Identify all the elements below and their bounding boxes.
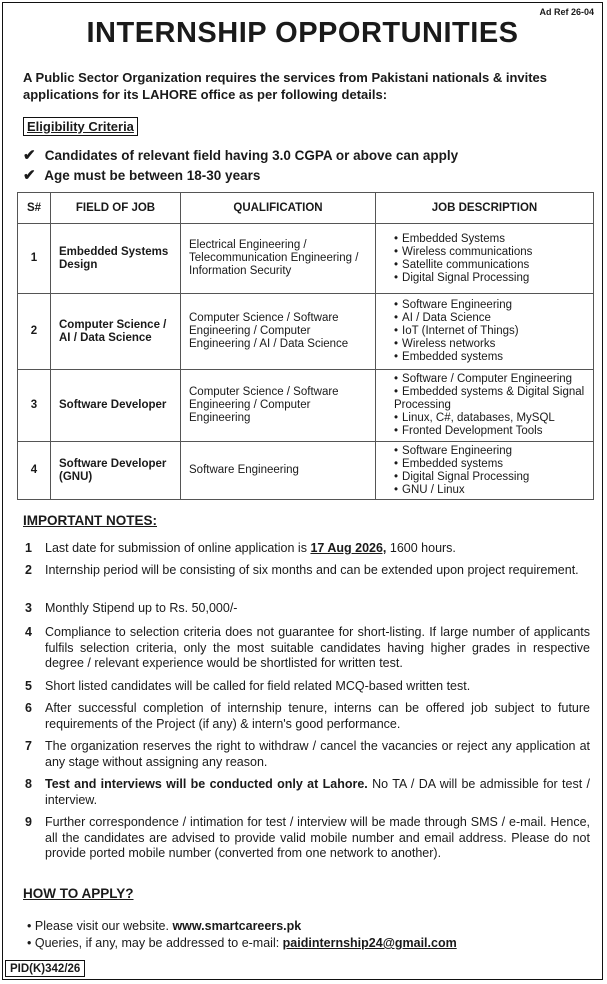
description-item: • Wireless networks	[394, 338, 592, 351]
note-number: 2	[25, 563, 32, 577]
description-item: • Satellite communications	[394, 259, 592, 272]
note-deadline: 17 Aug 2026,	[310, 541, 387, 555]
description-item: • IoT (Internet of Things)	[394, 325, 592, 338]
note-text: Monthly Stipend up to Rs. 50,000/-	[45, 601, 238, 615]
email-link[interactable]: paidinternship24@gmail.com	[282, 936, 457, 950]
row-field: Software Developer (GNU)	[51, 442, 181, 500]
row-field: Software Developer	[51, 370, 181, 442]
description-item: • Digital Signal Processing	[394, 272, 592, 285]
apply-heading: HOW TO APPLY?	[23, 886, 134, 901]
apply-text: Please visit our website.	[34, 919, 173, 933]
row-qualification: Electrical Engineering / Telecommunication Engineering / Information Security	[181, 224, 376, 294]
notes-heading: IMPORTANT NOTES:	[23, 513, 157, 528]
note-item	[25, 777, 590, 808]
note-text: The organization reserves the right to withdraw / cancel the vacancies or reject any application at any stage without assigning any reason.	[45, 739, 590, 769]
row-description	[376, 294, 594, 370]
note-item	[25, 541, 590, 557]
table-row	[18, 224, 594, 294]
note-number: 9	[25, 815, 32, 829]
header-description: JOB DESCRIPTION	[376, 193, 594, 224]
eligibility-heading: Eligibility Criteria	[23, 117, 138, 136]
table-header-row	[18, 193, 594, 224]
header-qualification: QUALIFICATION	[181, 193, 376, 224]
description-item: • Wireless communications	[394, 246, 592, 259]
note-item	[25, 739, 590, 770]
description-item: • Fronted Development Tools	[394, 425, 592, 438]
row-qualification: Computer Science / Software Engineering / Computer Engineering	[181, 370, 376, 442]
table-row	[18, 442, 594, 500]
description-item: • Embedded systems & Digital Signal Processing	[394, 386, 592, 412]
description-item: • GNU / Linux	[394, 484, 592, 497]
checkmark-icon: ✔	[23, 147, 36, 164]
description-item: • Digital Signal Processing	[394, 471, 592, 484]
row-field: Embedded Systems Design	[51, 224, 181, 294]
page-title: INTERNSHIP OPPORTUNITIES	[86, 17, 519, 49]
note-item	[25, 815, 590, 862]
note-number: 3	[25, 601, 32, 615]
header-sn: S#	[18, 193, 51, 224]
row-sn: 2	[18, 294, 51, 370]
description-item: • Linux, C#, databases, MySQL	[394, 412, 592, 425]
note-text: Further correspondence / intimation for test / interview will be made through SMS / e-mail. Hence, all the candidates are advised to provide valid mobile number and email address. Please do not provide ported mobile number (converted from one network to another).	[45, 815, 590, 860]
note-number: 1	[25, 541, 32, 555]
note-text: Last date for submission of online application is	[45, 541, 311, 555]
note-item	[25, 701, 590, 732]
advertisement-frame	[2, 2, 603, 980]
row-field: Computer Science / AI / Data Science	[51, 294, 181, 370]
table-row	[18, 294, 594, 370]
website-link[interactable]: www.smartcareers.pk	[172, 919, 302, 933]
note-number: 8	[25, 777, 32, 791]
note-item	[25, 679, 590, 695]
checkmark-icon: ✔	[23, 167, 36, 184]
intro-text: A Public Sector Organization requires the services from Pakistani nationals & invites applications for its LAHORE office as per following details:	[23, 70, 548, 102]
jobs-table	[17, 192, 594, 500]
bullet-icon: •	[27, 919, 32, 933]
description-item: • Embedded systems	[394, 351, 592, 364]
pid-number: PID(K)342/26	[5, 960, 85, 977]
apply-item	[27, 919, 301, 933]
note-text: Internship period will be consisting of six months and can be extended upon project requirement.	[45, 563, 579, 577]
description-item: • AI / Data Science	[394, 312, 592, 325]
description-item: • Embedded Systems	[394, 233, 592, 246]
row-description	[376, 370, 594, 442]
criteria-text: Age must be between 18-30 years	[44, 168, 261, 183]
description-item: • Embedded systems	[394, 458, 592, 471]
row-sn: 4	[18, 442, 51, 500]
note-number: 7	[25, 739, 32, 753]
row-description	[376, 224, 594, 294]
note-number: 6	[25, 701, 32, 715]
row-qualification: Computer Science / Software Engineering / Computer Engineering / AI / Data Science	[181, 294, 376, 370]
description-item: • Software Engineering	[394, 445, 592, 458]
note-text: 1600 hours.	[386, 541, 456, 555]
row-description	[376, 442, 594, 500]
bullet-icon: •	[27, 936, 32, 950]
criteria-item	[23, 166, 260, 184]
note-text: After successful completion of internship tenure, interns can be offered job subject to future requirements of the Project (if any) & intern's good performance.	[45, 701, 590, 731]
description-item: • Software Engineering	[394, 299, 592, 312]
note-number: 4	[25, 625, 32, 639]
note-text: Short listed candidates will be called for field related MCQ-based written test.	[45, 679, 471, 693]
row-qualification: Software Engineering	[181, 442, 376, 500]
note-text: No TA / DA will be admissible for test / interview.	[45, 777, 590, 807]
description-item: • Software / Computer Engineering	[394, 373, 592, 386]
note-text: Compliance to selection criteria does not guarantee for short-listing. If large number of applicants fulfils selection criteria, only the most suitable candidates having higher grades in respective degree / relevant experience would be shortlisted for written test.	[45, 625, 590, 670]
note-number: 5	[25, 679, 32, 693]
apply-item	[27, 936, 457, 950]
header-field: FIELD OF JOB	[51, 193, 181, 224]
note-emphasis: Test and interviews will be conducted only at Lahore.	[45, 777, 368, 791]
row-sn: 1	[18, 224, 51, 294]
table-row	[18, 370, 594, 442]
row-sn: 3	[18, 370, 51, 442]
criteria-text: Candidates of relevant field having 3.0 CGPA or above can apply	[44, 148, 459, 163]
note-item	[25, 563, 590, 579]
ad-reference: Ad Ref 26-04	[539, 7, 594, 17]
note-item	[25, 625, 590, 672]
apply-text: Queries, if any, may be addressed to e-mail:	[34, 936, 283, 950]
criteria-item	[23, 146, 458, 164]
note-item	[25, 601, 590, 617]
